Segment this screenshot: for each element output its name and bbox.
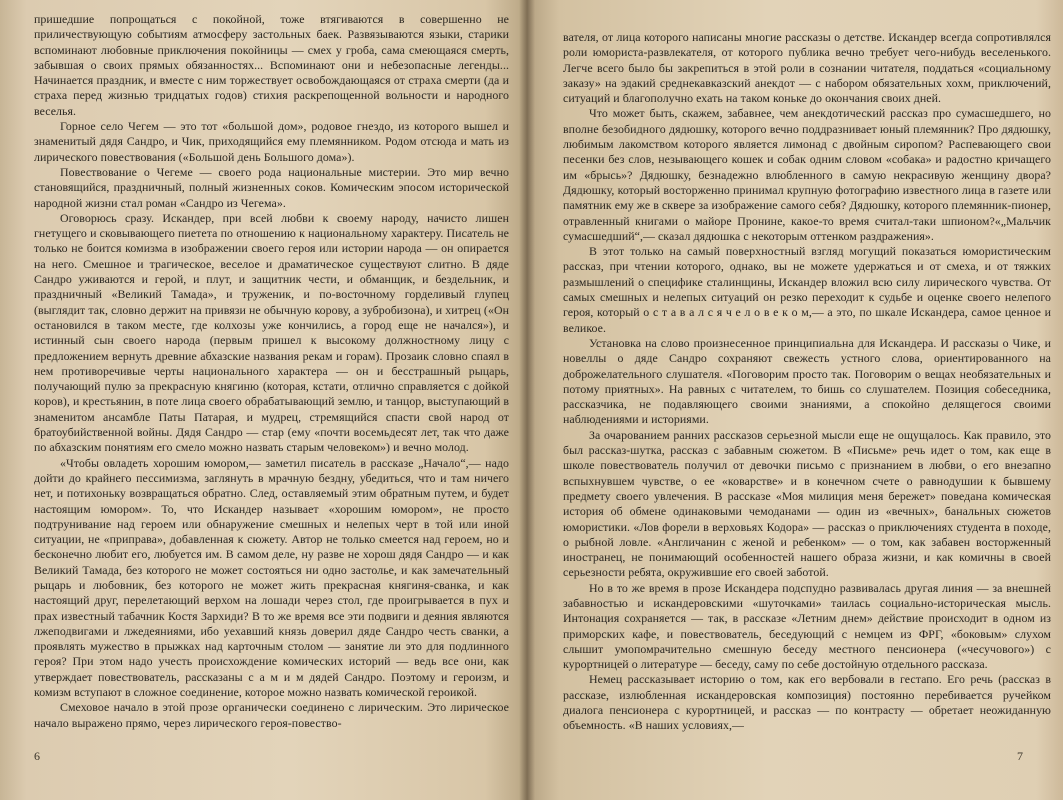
book-gutter-shadow (519, 0, 535, 800)
left-paragraph-5: «Чтобы овладеть хорошим юмором,— заметил писатель в рассказе „Начало“,— надо дойти до крайнего пессимизма, заглянуть в мрачную бездну, убедиться, что и там ничего нет, и потихоньку возвращаться обратно. След, оставляемый этим обратным путем, и будет настоящим юмором». То, что Искандер называет «хорошим юмором», не просто подтрунивание над героем или обнаружение смешных и нелепых черт в той или иной ситуации, не «приправа», добавленная к сюжету. Автор не только смеется над героем, но и бесконечно любит его, любуется им. В самом деле, ну разве не хорош дядя Сандро — и как Великий Тамада, без которого не может состояться ни одно застолье, и как замечательный рыцарь и любовник, без которого не может жить прекрасная княгиня-сванка, и как настоящий друг, перелетающий верхом на лошади через стол, где проигрывается в пух и прах известный табачник Костя Зархиди? В то же время все эти подвиги и деяния являются лжеподвигами и лжедеяниями, ибо уехавший князь доверил дяде Сандро честь сванки, а проявлять мужество в прыжках над карточным столом — занятие ли это для подлинного героя? При этом надо учесть происхождение комических историй — ведь все они, как утверждает повествователь, рассказаны с а м и м дядей Сандро. Поэтому и героизм, и комизм вступают в сложное соединение, которое можно назвать комической героикой. (34, 455, 509, 700)
right-paragraph-4: Установка на слово произнесенное принципиальна для Искандера. И рассказы о Чике, и новеллы о дяде Сандро сохраняют свежесть устного слова, ориентированного на доброжелательного слушателя. «Поговорим просто так. Поговорим о вещах необязательных и потому приятных». На равных с читателем, то бишь со слушателем. Позиция собеседника, рассказчика, не подавляющего своими знаниями, а спокойно делящегося своими наблюдениями и историями. (563, 335, 1051, 427)
right-paragraph-3: В этот только на самый поверхностный взгляд могущий показаться юмористическим рассказ, при чтении которого, однако, вы не можете удержаться и от смеха, и от тяжких размышлений о специфике сталинщины, Искандер вложил всю силу лирического чувства. От самых смешных и нелепых ситуаций он резко переходит к судьбе и оценке своего нелепого героя, который о с т а в а л с я ч е л о в е к о м,— а это, по шкале Искандера, самое ценное и великое. (563, 244, 1051, 335)
left-paragraph-1: пришедшие попрощаться с покойной, тоже втягиваются в совершенно не приличествующую событиям атмосферу застольных баек. Развязываются языки, старики вспоминают любовные приключения покойницы — смех у гроба, сама смеющаяся смерть, забывшая о своих прямых обязанностях... Вспоминают они и небезопасные легенды... Начинается праздник, и вместе с ним торжествует освобождающаяся от страха смерти (да и страха перед жизнью тридцатых годов) стихия раскрепощенной вольности и народного веселья. (34, 12, 509, 118)
right-page (527, 0, 1063, 800)
left-paragraph-4: Оговорюсь сразу. Искандер, при всей любви к своему народу, начисто лишен гнетущего и сковывающего пиетета по отношению к национальному характеру. Писатель не только не боится комизма в изображении своего героя или истории народа — он опирается на него. Смешное и трагическое, веселое и драматическое существуют слитно. В дяде Сандро уживаются и герой, и плут, и защитник чести, и обманщик, и бездельник, и праздничный «Великий Тамада», и труженик, и по-восточному горделивый глупец (выглядит так, словно держит на привязи не обычную корову, а зубробизона), и хитрец («Он остановился в таком месте, где колхозы уже кончились, а город еще не начался»), и истинный сын своего народа (первым пришел к высокому должностному лицу с предложением вернуть древние абхазские названия рекам и горам). Прозаик словно спаял в нем противоречивые черты национального характера — он и бесстрашный рыцарь, получающий пулю за прекрасную княгиню (которая, кстати, отлично справляется с дойкой коров), и крестьянин, в поте лица своего обрабатывающий землю, и танцор, выступающий в знаменитом ансамбле Паты Патарая, и мудрец, стремящийся спасти свой народ от братоубийственной войны. Дядя Сандро — стар (ему «почти восемьдесят лет, так что даже по абхазским понятиям его смело можно назвать старым человеком») и вечно молод. (34, 210, 509, 455)
left-paragraph-6: Смеховое начало в этой прозе органически соединено с лирическим. Это лирическое начало выражено прямо, через лирического героя-повество- (34, 700, 509, 730)
right-paragraph-1: вателя, от лица которого написаны многие рассказы о детстве. Искандер всегда сопротивлялся роли юмориста-развлекателя, от которого публика вечно требует чего-нибудь веселенького. Легче всего было бы закрепиться в этой роли в сознании читателя, поддаться «социальному заказу» на эдакий среднекавказский анекдот — с набором обязательных хохм, приключений, ситуаций и благополучно ехать на таком коньке до окончания своих дней. (563, 30, 1051, 106)
right-paragraph-6: Но в то же время в прозе Искандера подспудно развивалась другая линия — за внешней забавностью и искандеровскими «шуточками» таилась социально-историческая мысль. Интонация сохраняется — так, в рассказе «Летним днем» действие происходит в одном из приморских кафе, и повествователь, беседующий с немцем из ФРГ, «боковым» слухом слышит умопомрачительно смешную беседу местного пенсионера («чесучового») с курортницей о литературе — беседу, саму по себе достойную отдельного рассказа. (563, 580, 1051, 672)
left-page-number: 6 (34, 749, 40, 763)
right-page-number: 7 (1017, 749, 1023, 763)
right-paragraph-5: За очарованием ранних рассказов серьезной мысли еще не ощущалось. Как правило, это был рассказ-шутка, рассказ с забавным сюжетом. В «Письме» речь идет о том, как еще в школе повествователь получил от девочки письмо с признанием в любви, о его внезапно вспыхнувшем чувстве, о ее «коварстве» и в конечном счете о равнодушии к бывшему предмету своего увлечения. В рассказе «Моя милиция меня бережет» поведана комическая история об обмене одинаковыми чемоданами — один из «вечных», банальных сюжетов юмористики. «Лов форели в верховьях Кодора» — рассказ о приключениях студента в походе, о рыбной ловле. «Англичанин с женой и ребенком» — о том, как забавен восторженный иностранец, не понимающий особенностей нашего образа жизни, и как комичны в своей серьезности ребята, окружившие его своей заботой. (563, 427, 1051, 580)
right-paragraph-2: Что может быть, скажем, забавнее, чем анекдотический рассказ про сумасшедшего, но вполне безобидного дядюшку, которого вечно поддразнивает юный племянник? Про дядюшку, любимым лакомством которого является лимонад с двойным сиропом? Распевающего свои песенки без слов, незывающего кошек и собак одним словом «собака» и радостно кричащего им «брысь»? Дядюшку, безнадежно влюбленного в самую некрасивую женщину двора? Дядюшку, который восторженно принимал крупную фотографию известного лица в газете или памятник ему же в сквере за изображение самого себя? Дядюшку, которого племянник-пионер, отравленный книгами о майоре Пронине, какое-то время считал-таки шпионом?«„Мальчик сумасшедший“,— сказал дядюшка с некоторым оттенком раздражения». (563, 106, 1051, 243)
left-page (0, 0, 527, 800)
left-paragraph-3: Повествование о Чегеме — своего рода национальные мистерии. Это мир вечно становящийся, праздничный, полный жизненных соков. Комическим эпосом исторической народной жизни стал роман «Сандро из Чегема». (34, 164, 509, 210)
left-paragraph-2: Горное село Чегем — это тот «большой дом», родовое гнездо, из которого вышел и знаменитый дядя Сандро, и Чик, приходящийся ему племянником. Родом отсюда и мать из лирического повествования («Большой день Большого дома»). (34, 119, 509, 164)
right-paragraph-7: Немец рассказывает историю о том, как его вербовали в гестапо. Его речь (рассказ в рассказе, излюбленная искандеровская композиция) постоянно перебивается ручейком диалога пенсионера с курортницей, и рассказ — по контрасту — обретает неожиданную объемность. «В наших условиях,— (563, 672, 1051, 733)
